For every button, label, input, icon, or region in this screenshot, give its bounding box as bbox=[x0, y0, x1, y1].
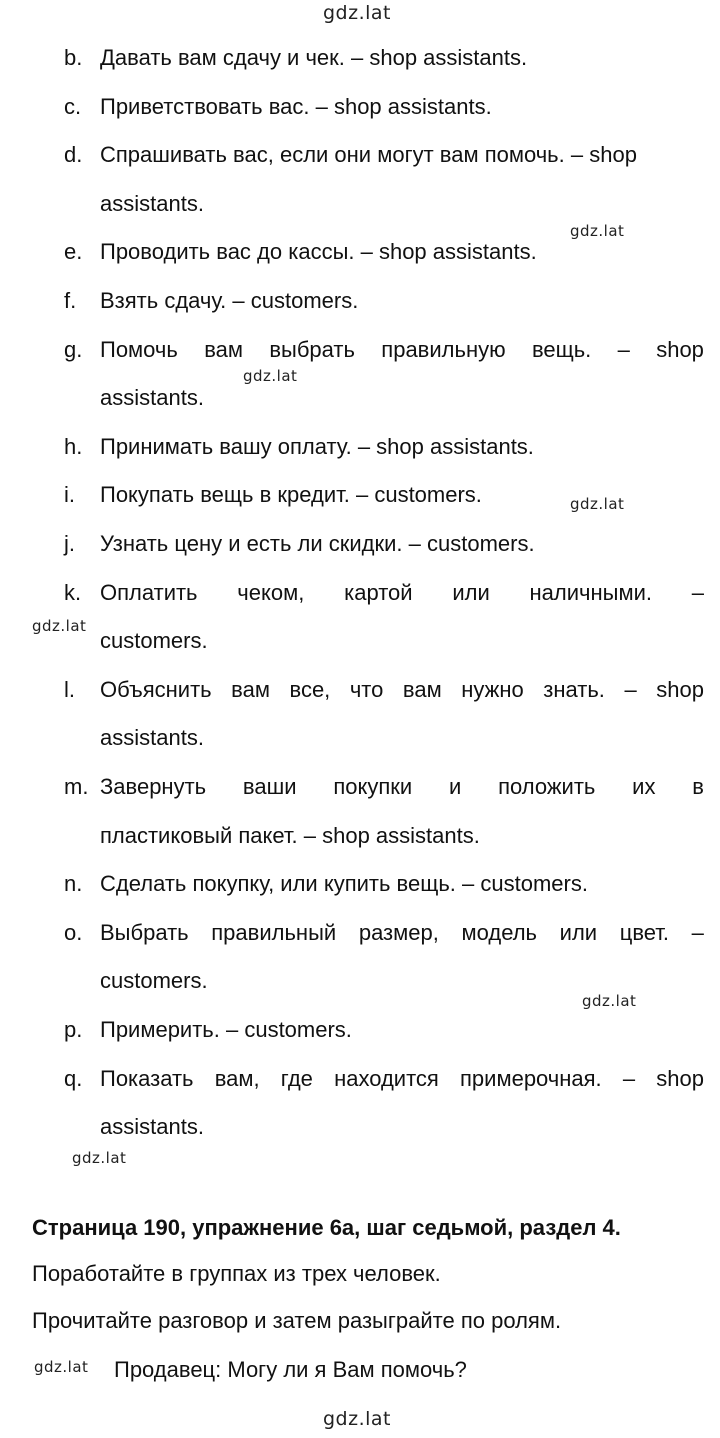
word: – bbox=[624, 676, 637, 702]
word: нужно bbox=[461, 676, 524, 702]
word: положить bbox=[498, 774, 596, 799]
list-item bbox=[0, 569, 720, 666]
word: Завернуть bbox=[100, 774, 207, 799]
word: выбрать bbox=[269, 336, 355, 362]
word: вам bbox=[204, 336, 243, 362]
word: размер, bbox=[358, 919, 439, 945]
word: – bbox=[691, 579, 704, 605]
instruction-line: Прочитайте разговор и затем разыграйте по ролям. bbox=[32, 1308, 562, 1333]
word: Показать bbox=[100, 1065, 194, 1091]
list-item-text bbox=[100, 666, 704, 714]
word: примерочная. bbox=[460, 1065, 602, 1091]
word: вам bbox=[402, 676, 442, 702]
list-item bbox=[0, 763, 720, 860]
list-item-letter: l. bbox=[64, 676, 75, 702]
list-item-letter: p. bbox=[64, 1017, 83, 1042]
list-item-text: Узнать цену и есть ли скидки. – customers. bbox=[100, 531, 535, 556]
word: shop bbox=[656, 676, 704, 702]
word: правильную bbox=[381, 336, 506, 362]
watermark-bottom: gdz.lat bbox=[323, 1408, 392, 1430]
list-item-text: Проводить вас до кассы. – shop assistants. bbox=[100, 239, 537, 265]
list-item-letter: i. bbox=[64, 482, 75, 508]
word: вещь. bbox=[531, 336, 592, 362]
list-item-letter: n. bbox=[64, 871, 83, 897]
list-item-text: assistants. bbox=[100, 190, 204, 216]
list-item-letter: m. bbox=[64, 774, 89, 799]
list-item-letter: g. bbox=[64, 336, 83, 362]
list-item bbox=[0, 666, 720, 763]
list-item-letter: k. bbox=[64, 579, 82, 605]
list-item-text: Покупать вещь в кредит. – customers. bbox=[100, 482, 482, 508]
word: правильный bbox=[211, 919, 337, 945]
list-item bbox=[0, 909, 720, 1006]
word: что bbox=[349, 676, 384, 702]
watermark: gdz.lat bbox=[582, 992, 637, 1010]
word: покупки bbox=[333, 774, 413, 799]
word: – bbox=[691, 919, 704, 945]
word: все, bbox=[289, 676, 331, 702]
watermark: gdz.lat bbox=[570, 495, 625, 513]
list-item bbox=[0, 277, 720, 326]
word: – bbox=[622, 1065, 636, 1091]
list-item-letter: o. bbox=[64, 919, 83, 945]
watermark: gdz.lat bbox=[570, 222, 625, 240]
word: в bbox=[692, 774, 704, 799]
list-item-text: Принимать вашу оплату. – shop assistants. bbox=[100, 433, 534, 459]
list-item bbox=[0, 326, 720, 423]
list-item-text: customers. bbox=[100, 628, 208, 654]
word: и bbox=[449, 774, 462, 799]
word: знать. bbox=[543, 676, 605, 702]
word: где bbox=[280, 1065, 313, 1091]
list-item-letter: c. bbox=[64, 93, 82, 119]
word: цвет. bbox=[619, 919, 670, 945]
list-item bbox=[0, 34, 720, 83]
watermark: gdz.lat bbox=[32, 617, 87, 635]
list-item-text bbox=[100, 569, 704, 617]
list-item-letter: h. bbox=[64, 433, 83, 459]
list-item-letter: b. bbox=[64, 45, 83, 70]
list-item-letter: j. bbox=[64, 531, 75, 556]
instruction-line: Поработайте в группах из трех человек. bbox=[32, 1261, 441, 1286]
word: Выбрать bbox=[100, 919, 189, 945]
word: shop bbox=[656, 336, 704, 362]
list-item bbox=[0, 83, 720, 132]
list-item-text: Давать вам сдачу и чек. – shop assistants. bbox=[100, 45, 528, 70]
watermark: gdz.lat bbox=[72, 1149, 127, 1167]
list-item-letter: f. bbox=[64, 288, 77, 313]
list-item bbox=[0, 1006, 720, 1055]
word: модель bbox=[461, 919, 538, 945]
list-item bbox=[0, 423, 720, 472]
list-item bbox=[0, 471, 720, 520]
section-heading: Страница 190, упражнение 6а, шаг седьмой, раздел 4. bbox=[32, 1215, 621, 1240]
word: вам bbox=[231, 676, 270, 702]
word: наличными. bbox=[529, 579, 652, 605]
word: Объяснить bbox=[100, 676, 212, 702]
list-item-text: Примерить. – customers. bbox=[100, 1017, 352, 1042]
list-item bbox=[0, 520, 720, 569]
word: Оплатить bbox=[100, 579, 198, 605]
list-item-text bbox=[100, 909, 704, 957]
list-item-text: Сделать покупку, или купить вещь. – customers. bbox=[100, 871, 588, 897]
word: вам, bbox=[214, 1065, 260, 1091]
list-item-text: customers. bbox=[100, 968, 208, 994]
word: ваши bbox=[242, 774, 297, 799]
word: их bbox=[632, 774, 656, 799]
watermark-top: gdz.lat bbox=[323, 2, 392, 24]
word: или bbox=[452, 579, 490, 605]
list-item bbox=[0, 1055, 720, 1152]
watermark: gdz.lat bbox=[34, 1358, 89, 1376]
list-item bbox=[0, 860, 720, 909]
watermark: gdz.lat bbox=[243, 367, 298, 385]
list-item-letter: d. bbox=[64, 142, 83, 168]
list-item-text bbox=[100, 1055, 704, 1103]
word: чеком, bbox=[237, 579, 305, 605]
list-item-text: assistants. bbox=[100, 1114, 204, 1140]
list-item-text: assistants. bbox=[100, 725, 204, 751]
list-item-letter: e. bbox=[64, 239, 83, 265]
word: Помочь bbox=[100, 336, 178, 362]
word: shop bbox=[656, 1065, 704, 1091]
dialog-line: Продавец: Могу ли я Вам помочь? bbox=[114, 1357, 467, 1382]
word: картой bbox=[344, 579, 413, 605]
list-item-letter: q. bbox=[64, 1065, 83, 1091]
list-item bbox=[0, 228, 720, 277]
list-item-text: assistants. bbox=[100, 385, 204, 411]
word: – bbox=[617, 336, 630, 362]
word: или bbox=[559, 919, 598, 945]
list-item-text: Спрашивать вас, если они могут вам помочь. – shop bbox=[100, 142, 637, 168]
list-item bbox=[0, 131, 720, 228]
list-item-text: пластиковый пакет. – shop assistants. bbox=[100, 822, 480, 848]
list-item-text bbox=[100, 763, 704, 811]
list-item-text bbox=[100, 326, 704, 374]
list-item-text: Приветствовать вас. – shop assistants. bbox=[100, 93, 492, 119]
word: находится bbox=[334, 1065, 439, 1091]
list-item-text: Взять сдачу. – customers. bbox=[100, 288, 359, 313]
